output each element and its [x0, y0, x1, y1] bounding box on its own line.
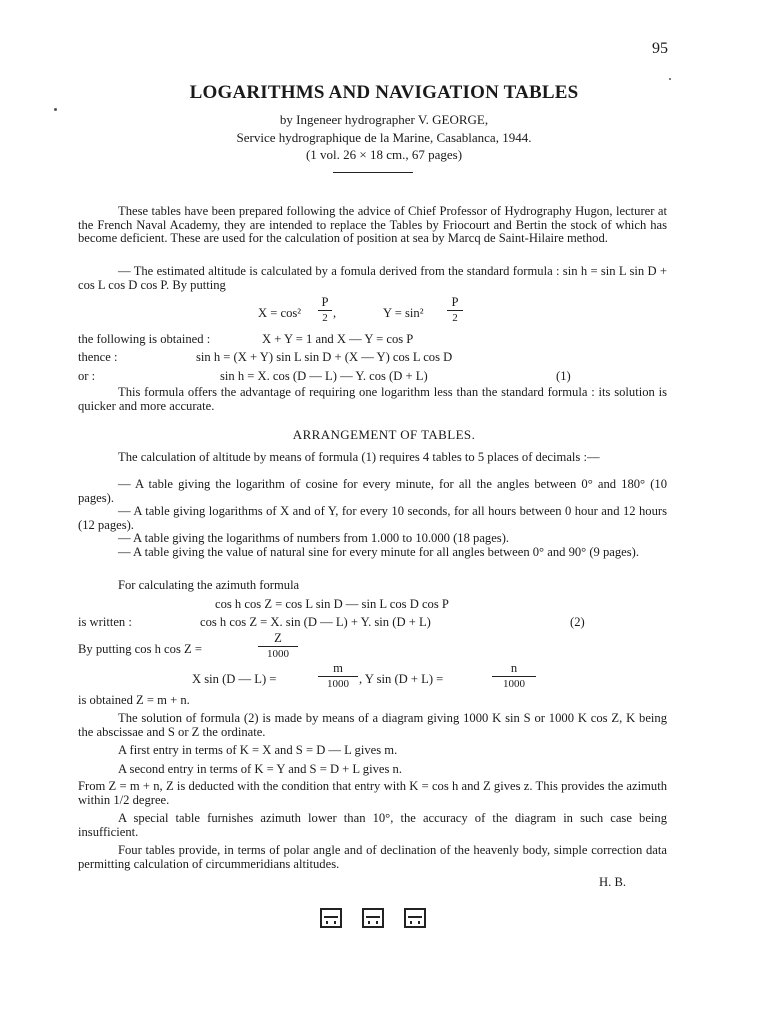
deducted-paragraph: From Z = m + n, Z is deducted with the condition that entry with K = cos h and Z gives z. This provides the azimuth within 1/2 degree. — [78, 779, 667, 807]
xy-eq-part1: X sin (D — L) = — [192, 672, 277, 686]
affiliation: Service hydrographique de la Marine, Casablanca, 1944. — [236, 130, 532, 145]
volume-info: (1 vol. 26 × 18 cm., 67 pages) — [305, 147, 463, 162]
putting-text: By putting cos h cos Z = — [78, 642, 202, 656]
end-ornaments — [320, 908, 430, 930]
equation-number-1: (1) — [556, 369, 571, 383]
xy-eq-numerator-2: n — [510, 661, 518, 675]
article-title: LOGARITHMS AND NAVIGATION TABLES — [189, 82, 579, 103]
fraction-bar — [258, 646, 298, 647]
eq-y-denominator: 2 — [452, 312, 458, 324]
ornament-glyph — [404, 908, 426, 928]
thence-label: thence : — [78, 350, 118, 364]
fraction-bar — [447, 310, 463, 311]
obtained-line: is obtained Z = m + n. — [78, 693, 190, 707]
table-item: — A table giving the value of natural sine for every minute for all angles between 0° and 90° (9 pages). — [118, 545, 640, 559]
xy-eq-denominator-2: 1000 — [503, 678, 525, 690]
scan-speck — [669, 78, 671, 80]
eq-y-numerator: P — [451, 295, 459, 309]
xy-eq-denominator-1: 1000 — [327, 678, 349, 690]
written-label: is written : — [78, 615, 132, 629]
table-item: — A table giving the logarithm of cosine for every minute, for all the angles between 0° and 180° (10 pages). — [78, 477, 667, 505]
xy-eq-fraction-2 — [492, 662, 536, 690]
second-entry: A second entry in terms of K = Y and S = D + L gives n. — [118, 762, 402, 776]
special-table-paragraph: A special table furnishes azimuth lower than 10°, the accuracy of the diagram in such case being insufficient. — [78, 811, 667, 839]
fraction-bar — [492, 676, 536, 677]
following-label: the following is obtained : — [78, 332, 211, 346]
eq-x-denominator: 2 — [322, 312, 328, 324]
eq-y-fraction — [447, 296, 463, 324]
calc-altitude-paragraph: The calculation of altitude by means of formula (1) requires 4 tables to 5 places of decimals :— — [118, 450, 600, 464]
or-label: or : — [78, 369, 96, 383]
signature: H. B. — [599, 875, 626, 889]
solution-paragraph: The solution of formula (2) is made by means of a diagram giving 1000 K sin S or 1000 K cos Z, K being the abscissae and S or Z the ordinate. — [78, 711, 667, 739]
title-divider — [333, 172, 413, 173]
following-equation: X + Y = 1 and X — Y = cos P — [262, 332, 414, 346]
azimuth-intro: For calculating the azimuth formula — [118, 578, 300, 592]
eq-x-comma: , — [333, 306, 337, 320]
xy-eq-numerator-1: m — [333, 661, 343, 675]
table-item: — A table giving logarithms of X and of Y, for every 10 seconds, for all hours between 0 hour and 12 hours (12 pages). — [78, 504, 667, 532]
table-item: — A table giving the logarithms of numbers from 1.000 to 10.000 (18 pages). — [118, 531, 510, 545]
azimuth-equation: cos h cos Z = cos L sin D — sin L cos D cos P — [215, 597, 449, 611]
ornament-glyph — [362, 908, 384, 928]
thence-equation: sin h = (X + Y) sin L sin D + (X — Y) cos L cos D — [196, 350, 453, 364]
page-number: 95 — [652, 40, 668, 57]
eq-y-lhs: Y = sin² — [383, 306, 424, 320]
scan-speck — [54, 108, 57, 111]
byline: by Ingeneer hydrographer V. GEORGE, — [279, 112, 489, 127]
or-equation: sin h = X. cos (D — L) — Y. cos (D + L) — [220, 369, 428, 383]
putting-numerator: Z — [274, 631, 282, 645]
first-entry: A first entry in terms of K = X and S = D — L gives m. — [118, 743, 398, 757]
fraction-bar — [318, 676, 358, 677]
ornament-glyph — [320, 908, 342, 928]
four-tables-paragraph: Four tables provide, in terms of polar angle and of declination of the heavenly body, simple correction data permitting calculation of circummeridians altitudes. — [78, 843, 667, 871]
xy-eq-fraction-1 — [318, 662, 358, 690]
eq-x-numerator: P — [321, 295, 329, 309]
xy-eq-part2: , Y sin (D + L) = — [359, 672, 444, 686]
putting-denominator: 1000 — [267, 648, 289, 660]
written-equation: cos h cos Z = X. sin (D — L) + Y. sin (D + L) — [200, 615, 431, 629]
eq-x-lhs: X = cos² — [258, 306, 302, 320]
putting-fraction — [258, 632, 298, 660]
eq-x-fraction — [318, 296, 332, 324]
equation-number-2: (2) — [570, 615, 585, 629]
arrangement-heading: ARRANGEMENT OF TABLES. — [292, 427, 476, 442]
intro-paragraph: These tables have been prepared following the advice of Chief Professor of Hydrography Hugon, lecturer at the French Naval Academy, they are intended to replace the Tables by Friocourt and Bertin the stock of which has become deficient. These are used for the calculation of position at sea by Marcq de Saint-Hilaire method. — [78, 204, 667, 246]
fraction-bar — [318, 310, 332, 311]
estimated-altitude-paragraph: — The estimated altitude is calculated by a fomula derived from the standard formula : sin h = sin L sin D + cos L cos D cos P. By putting — [78, 264, 667, 292]
advantage-paragraph: This formula offers the advantage of requiring one logarithm less than the standard formula : its solution is quicker and more accurate. — [78, 385, 667, 413]
